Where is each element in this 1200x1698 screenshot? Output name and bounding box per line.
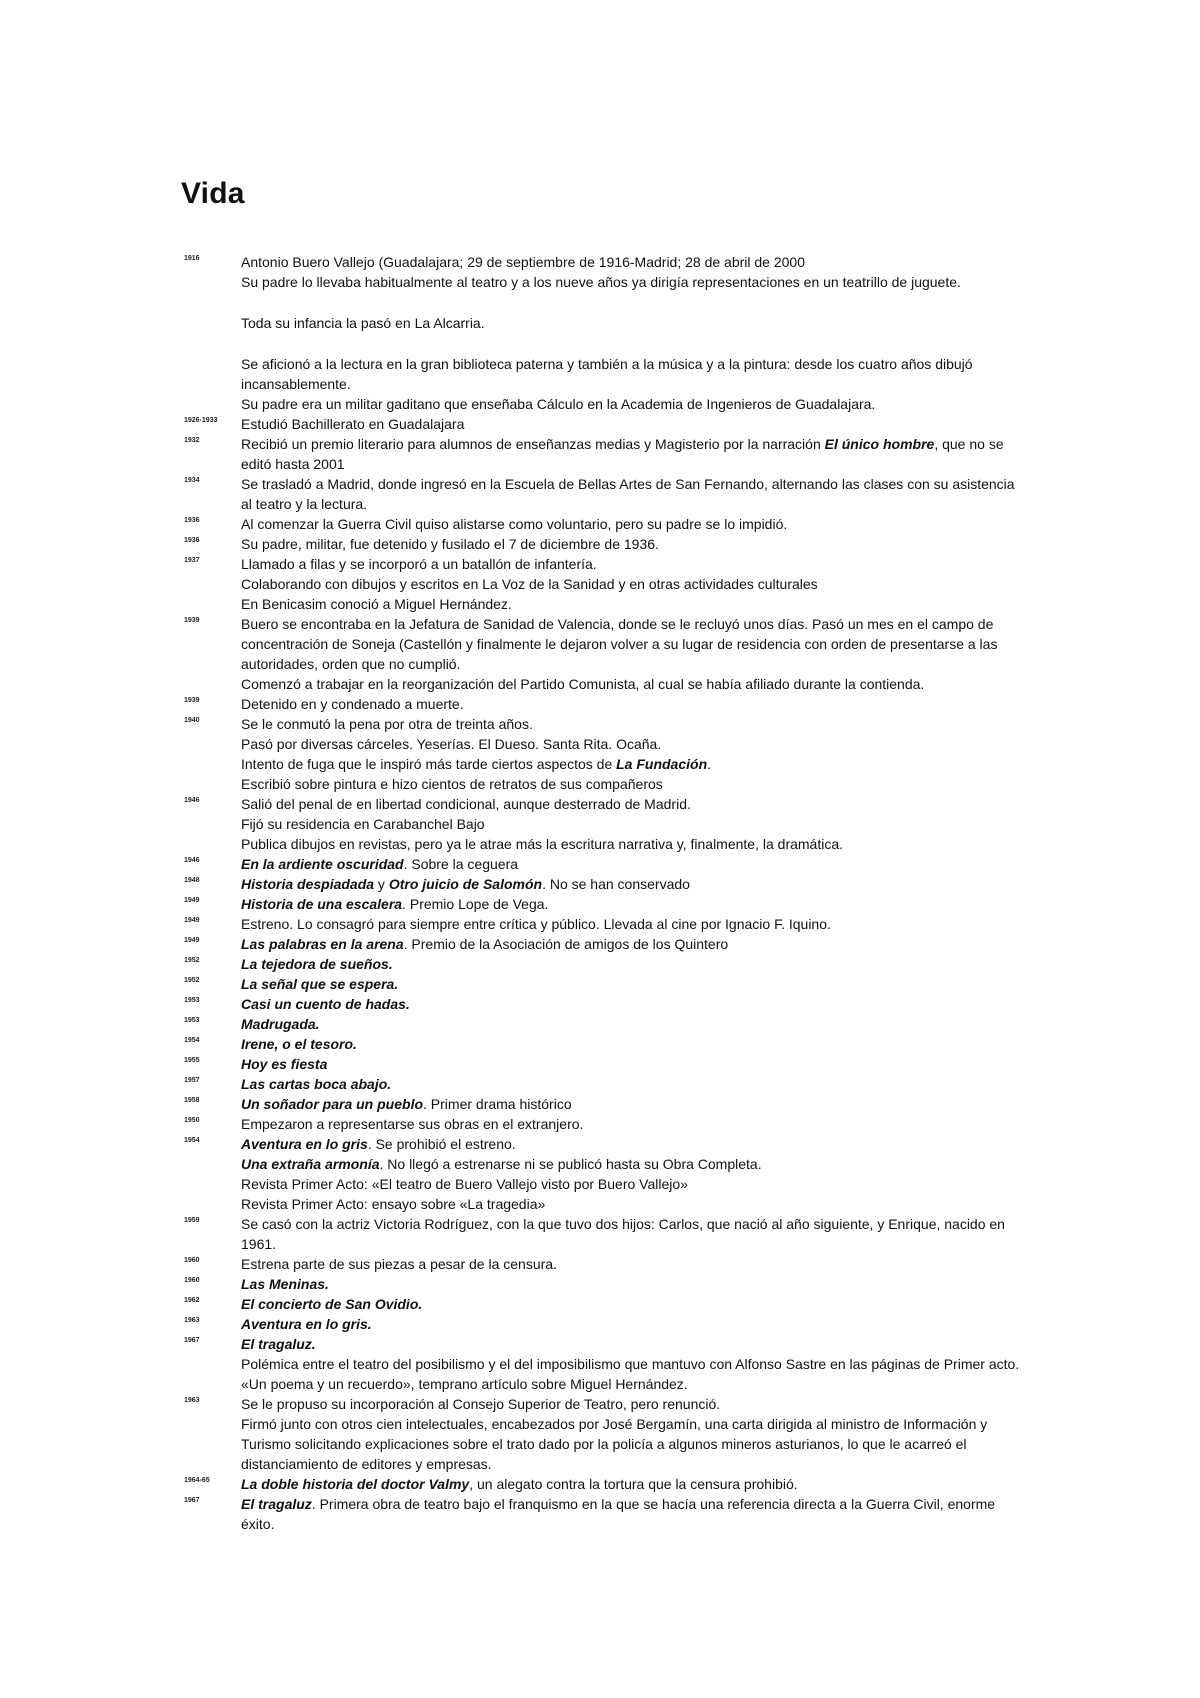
timeline	[0, 252, 1200, 1534]
entry-text-run: Revista Primer Acto: ensayo sobre «La tragedia»	[241, 1196, 546, 1212]
entry-text-run: Toda su infancia la pasó en La Alcarria.	[241, 315, 485, 331]
entry-text-run: . Premio Lope de Vega.	[402, 896, 549, 912]
entry-text	[241, 694, 1023, 714]
page-title: Vida	[181, 177, 245, 210]
entry-text-run: Salió del penal de en libertad condicional, aunque desterrado de Madrid.	[241, 796, 691, 812]
entry-text-run: «Un poema y un recuerdo», temprano artículo sobre Miguel Hernández.	[241, 1376, 688, 1392]
entry-year: 1934	[184, 477, 200, 484]
entry-text-run: Detenido en y condenado a muerte.	[241, 696, 464, 712]
entry-text	[241, 1414, 1023, 1474]
work-title: El tragaluz	[241, 1496, 312, 1512]
entry-text-run: Se casó con la actriz Victoria Rodríguez, con la que tuvo dos hijos: Carlos, que nació al año siguiente, y Enrique, nacido en 1961.	[241, 1216, 1005, 1252]
entry-year: 1954	[184, 1037, 200, 1044]
entry-text	[241, 354, 1023, 394]
entry-text	[241, 794, 1023, 814]
timeline-entry	[0, 1474, 1200, 1494]
entry-text-run: Colaborando con dibujos y escritos en La Voz de la Sanidad y en otras actividades culturales	[241, 576, 818, 592]
entry-text	[241, 1174, 1023, 1194]
entry-text-run: Firmó junto con otros cien intelectuales, encabezados por José Bergamín, una carta dirigida al ministro de Información y Turismo solicitando explicaciones sobre el trato dado por la policía a algunos mineros asturianos, lo que le acarreó el distanciamiento de editores y empresas.	[241, 1416, 988, 1472]
entry-text	[241, 1254, 1023, 1274]
work-title: Aventura en lo gris	[241, 1136, 368, 1152]
work-title: Madrugada.	[241, 1016, 320, 1032]
entry-text-run: . Primer drama histórico	[423, 1096, 572, 1112]
timeline-entry	[0, 1334, 1200, 1354]
entry-year: 1960	[184, 1257, 200, 1264]
entry-text	[241, 1294, 1023, 1314]
timeline-entry	[0, 1374, 1200, 1394]
entry-text-run: , un alegato contra la tortura que la censura prohibió.	[469, 1476, 798, 1492]
timeline-entry	[0, 1154, 1200, 1174]
entry-text	[241, 1314, 1023, 1334]
entry-text	[241, 534, 1023, 554]
entry-text	[241, 894, 1023, 914]
timeline-entry	[0, 1294, 1200, 1314]
timeline-entry	[0, 434, 1200, 474]
entry-text-run: Se trasladó a Madrid, donde ingresó en la Escuela de Bellas Artes de San Fernando, alternando las clases con su asistencia al teatro y la lectura.	[241, 476, 1015, 512]
timeline-entry	[0, 1354, 1200, 1374]
entry-text	[241, 474, 1023, 514]
timeline-entry	[0, 934, 1200, 954]
entry-year: 1946	[184, 797, 200, 804]
entry-year: 1936	[184, 537, 200, 544]
timeline-entry	[0, 614, 1200, 674]
timeline-entry	[0, 1494, 1200, 1534]
work-title: Aventura en lo gris.	[241, 1316, 372, 1332]
timeline-entry	[0, 574, 1200, 594]
entry-year: 1949	[184, 917, 200, 924]
entry-text-run: Publica dibujos en revistas, pero ya le atrae más la escritura narrativa y, finalmente, la dramática.	[241, 836, 844, 852]
entry-text	[241, 554, 1023, 574]
entry-text-run: Buero se encontraba en la Jefatura de Sanidad de Valencia, donde se le recluyó unos días. Pasó un mes en el campo de concentración de Soneja (Castellón y finalmente le dejaron volver a su lugar de residencia con orden de presentarse a las autoridades, orden que no cumplió.	[241, 616, 998, 672]
work-title: Historia de una escalera	[241, 896, 403, 912]
entry-text-run: Estreno. Lo consagró para siempre entre crítica y público. Llevada al cine por Ignacio F. Iquino.	[241, 916, 831, 932]
timeline-entry	[0, 272, 1200, 292]
entry-text-run: Pasó por diversas cárceles. Yeserías. El Dueso. Santa Rita. Ocaña.	[241, 736, 662, 752]
work-title: La señal que se espera.	[241, 976, 399, 992]
entry-text	[241, 1334, 1023, 1354]
entry-text-run: Su padre lo llevaba habitualmente al teatro y a los nueve años ya dirigía representaciones en un teatrillo de juguete.	[241, 274, 961, 290]
work-title: Casi un cuento de hadas.	[241, 996, 410, 1012]
entry-text-run: , que no se editó hasta 2001	[241, 436, 1004, 472]
entry-text	[241, 1374, 1023, 1394]
entry-year: 1937	[184, 557, 200, 564]
entry-year: 1946	[184, 857, 200, 864]
work-title: Hoy es fiesta	[241, 1056, 328, 1072]
entry-year: 1955	[184, 1057, 200, 1064]
timeline-entry	[0, 914, 1200, 934]
work-title: Una extraña armonía	[241, 1156, 380, 1172]
entry-text-run: Estudió Bachillerato en Guadalajara	[241, 416, 465, 432]
work-title: El tragaluz.	[241, 1336, 316, 1352]
entry-text-run: Revista Primer Acto: «El teatro de Buero Vallejo visto por Buero Vallejo»	[241, 1176, 688, 1192]
timeline-entry	[0, 894, 1200, 914]
timeline-entry	[0, 1314, 1200, 1334]
entry-text-run: Escribió sobre pintura e hizo cientos de retratos de sus compañeros	[241, 776, 663, 792]
entry-text	[241, 974, 1023, 994]
timeline-entry	[0, 974, 1200, 994]
entry-text-run: . Sobre la ceguera	[403, 856, 519, 872]
entry-text-run: .	[707, 756, 712, 772]
entry-text	[241, 414, 1023, 434]
work-title: La Fundación	[616, 756, 708, 772]
entry-text	[241, 594, 1023, 614]
entry-text-run: Se aficionó a la lectura en la gran biblioteca paterna y también a la música y a la pintura: desde los cuatro años dibujó incansablemente.	[241, 356, 973, 392]
timeline-entry	[0, 1094, 1200, 1114]
entry-year: 1916	[184, 255, 200, 262]
entry-text-run: En Benicasim conoció a Miguel Hernández.	[241, 596, 512, 612]
entry-text-run: Se le conmutó la pena por otra de treinta años.	[241, 716, 533, 732]
timeline-entry	[0, 674, 1200, 694]
timeline-entry	[0, 1394, 1200, 1414]
entry-text	[241, 514, 1023, 534]
entry-text	[241, 1474, 1023, 1494]
work-title: En la ardiente oscuridad	[241, 856, 404, 872]
timeline-entry	[0, 394, 1200, 414]
entry-year: 1960	[184, 1277, 200, 1284]
entry-text	[241, 1394, 1023, 1414]
entry-text-run: . No se han conservado	[542, 876, 690, 892]
timeline-entry	[0, 534, 1200, 554]
timeline-entry	[0, 1254, 1200, 1274]
entry-year: 1958	[184, 1097, 200, 1104]
timeline-entry	[0, 1054, 1200, 1074]
entry-text	[241, 914, 1023, 934]
entry-year: 1963	[184, 1317, 200, 1324]
timeline-entry	[0, 1274, 1200, 1294]
timeline-entry	[0, 1074, 1200, 1094]
work-title: El único hombre	[824, 436, 935, 452]
entry-text	[241, 754, 1023, 774]
timeline-entry	[0, 694, 1200, 714]
entry-year: 1939	[184, 617, 200, 624]
entry-text	[241, 1014, 1023, 1034]
entry-text	[241, 814, 1023, 834]
entry-text-run: . Premio de la Asociación de amigos de los Quintero	[403, 936, 729, 952]
entry-text-run: Estrena parte de sus piezas a pesar de la censura.	[241, 1256, 557, 1272]
entry-text-run: Fijó su residencia en Carabanchel Bajo	[241, 816, 485, 832]
timeline-entry	[0, 1034, 1200, 1054]
work-title: Historia despiadada	[241, 876, 375, 892]
entry-year: 1932	[184, 437, 200, 444]
work-title: La doble historia del doctor Valmy	[241, 1476, 470, 1492]
entry-year: 1963	[184, 1397, 200, 1404]
entry-text	[241, 1494, 1023, 1534]
entry-year: 1949	[184, 897, 200, 904]
timeline-entry	[0, 1194, 1200, 1214]
work-title: Las Meninas.	[241, 1276, 329, 1292]
work-title: Las cartas boca abajo.	[241, 1076, 392, 1092]
entry-year: 1967	[184, 1497, 200, 1504]
entry-year: 1959	[184, 1217, 200, 1224]
entry-year: 1949	[184, 937, 200, 944]
timeline-entry	[0, 794, 1200, 814]
timeline-entry	[0, 774, 1200, 794]
entry-year: 1952	[184, 977, 200, 984]
entry-text-run: Su padre era un militar gaditano que enseñaba Cálculo en la Academia de Ingenieros de Guadalajara.	[241, 396, 876, 412]
entry-text-run: Intento de fuga que le inspiró más tarde ciertos aspectos de	[241, 756, 617, 772]
timeline-entry	[0, 1014, 1200, 1034]
timeline-entry	[0, 1134, 1200, 1154]
timeline-entry	[0, 994, 1200, 1014]
work-title: La tejedora de sueños.	[241, 956, 393, 972]
timeline-entry	[0, 1414, 1200, 1474]
entry-text	[241, 272, 1023, 292]
entry-text	[241, 434, 1023, 474]
entry-year: 1926-1933	[184, 417, 218, 424]
entry-text	[241, 394, 1023, 414]
work-title: Irene, o el tesoro.	[241, 1036, 357, 1052]
timeline-entry	[0, 734, 1200, 754]
entry-text-run: Recibió un premio literario para alumnos de enseñanzas medias y Magisterio por la narración	[241, 436, 825, 452]
entry-year: 1967	[184, 1337, 200, 1344]
work-title: El concierto de San Ovidio.	[241, 1296, 423, 1312]
timeline-entry	[0, 354, 1200, 394]
timeline-entry	[0, 1174, 1200, 1194]
entry-year: 1940	[184, 717, 200, 724]
entry-year: 1952	[184, 957, 200, 964]
timeline-entry	[0, 954, 1200, 974]
entry-text	[241, 994, 1023, 1014]
entry-text	[241, 252, 1023, 272]
entry-year: 1953	[184, 997, 200, 1004]
entry-text	[241, 1154, 1023, 1174]
entry-year: 1936	[184, 517, 200, 524]
entry-text	[241, 934, 1023, 954]
entry-text-run: Se le propuso su incorporación al Consejo Superior de Teatro, pero renunció.	[241, 1396, 721, 1412]
entry-text-run: Su padre, militar, fue detenido y fusilado el 7 de diciembre de 1936.	[241, 536, 659, 552]
entry-text	[241, 834, 1023, 854]
entry-year: 1953	[184, 1017, 200, 1024]
timeline-entry	[0, 252, 1200, 272]
entry-year: 1962	[184, 1297, 200, 1304]
entry-text	[241, 1274, 1023, 1294]
entry-text-run: Al comenzar la Guerra Civil quiso alistarse como voluntario, pero su padre se lo impidió.	[241, 516, 788, 532]
entry-text	[241, 1034, 1023, 1054]
entry-text-run: Comenzó a trabajar en la reorganización del Partido Comunista, al cual se había afiliado durante la contienda.	[241, 676, 925, 692]
timeline-entry	[0, 834, 1200, 854]
entry-year: 1948	[184, 877, 200, 884]
timeline-entry	[0, 854, 1200, 874]
entry-text	[241, 1094, 1023, 1114]
timeline-entry	[0, 874, 1200, 894]
entry-text-run: y	[374, 876, 389, 892]
entry-text-run: . No llegó a estrenarse ni se publicó hasta su Obra Completa.	[379, 1156, 762, 1172]
entry-text-run: Llamado a filas y se incorporó a un batallón de infantería.	[241, 556, 597, 572]
entry-text-run: Empezaron a representarse sus obras en el extranjero.	[241, 1116, 584, 1132]
entry-text	[241, 1054, 1023, 1074]
timeline-entry	[0, 754, 1200, 774]
timeline-entry	[0, 514, 1200, 534]
entry-text	[241, 1074, 1023, 1094]
entry-text	[241, 854, 1023, 874]
work-title: Otro juicio de Salomón	[388, 876, 543, 892]
entry-text-run: . Se prohibió el estreno.	[367, 1136, 516, 1152]
timeline-entry	[0, 554, 1200, 574]
entry-text	[241, 774, 1023, 794]
timeline-entry	[0, 1214, 1200, 1254]
timeline-entry	[0, 474, 1200, 514]
entry-text	[241, 1214, 1023, 1254]
entry-text-run: Antonio Buero Vallejo (Guadalajara; 29 de septiembre de 1916-Madrid; 28 de abril de 2000	[241, 254, 805, 270]
entry-text	[241, 874, 1023, 894]
entry-text	[241, 1354, 1023, 1374]
entry-year: 1950	[184, 1117, 200, 1124]
timeline-entry	[0, 414, 1200, 434]
entry-year: 1957	[184, 1077, 200, 1084]
entry-text	[241, 1134, 1023, 1154]
entry-text	[241, 954, 1023, 974]
entry-text	[241, 714, 1023, 734]
timeline-entry	[0, 1114, 1200, 1134]
entry-text	[241, 313, 1023, 333]
entry-text	[241, 674, 1023, 694]
entry-text	[241, 1194, 1023, 1214]
timeline-entry	[0, 313, 1200, 333]
timeline-entry	[0, 594, 1200, 614]
entry-text	[241, 1114, 1023, 1134]
entry-text-run: . Primera obra de teatro bajo el franquismo en la que se hacía una referencia directa a la Guerra Civil, enorme éxito.	[241, 1496, 996, 1532]
entry-text	[241, 734, 1023, 754]
work-title: Un soñador para un pueblo	[241, 1096, 424, 1112]
entry-year: 1939	[184, 697, 200, 704]
entry-year: 1964-65	[184, 1477, 210, 1484]
entry-text	[241, 614, 1023, 674]
timeline-entry	[0, 714, 1200, 734]
entry-text-run: Polémica entre el teatro del posibilismo y el del imposibilismo que mantuvo con Alfonso Sastre en las páginas de Primer acto.	[241, 1356, 1020, 1372]
work-title: Las palabras en la arena	[241, 936, 404, 952]
entry-text	[241, 574, 1023, 594]
timeline-entry	[0, 814, 1200, 834]
entry-year: 1954	[184, 1137, 200, 1144]
